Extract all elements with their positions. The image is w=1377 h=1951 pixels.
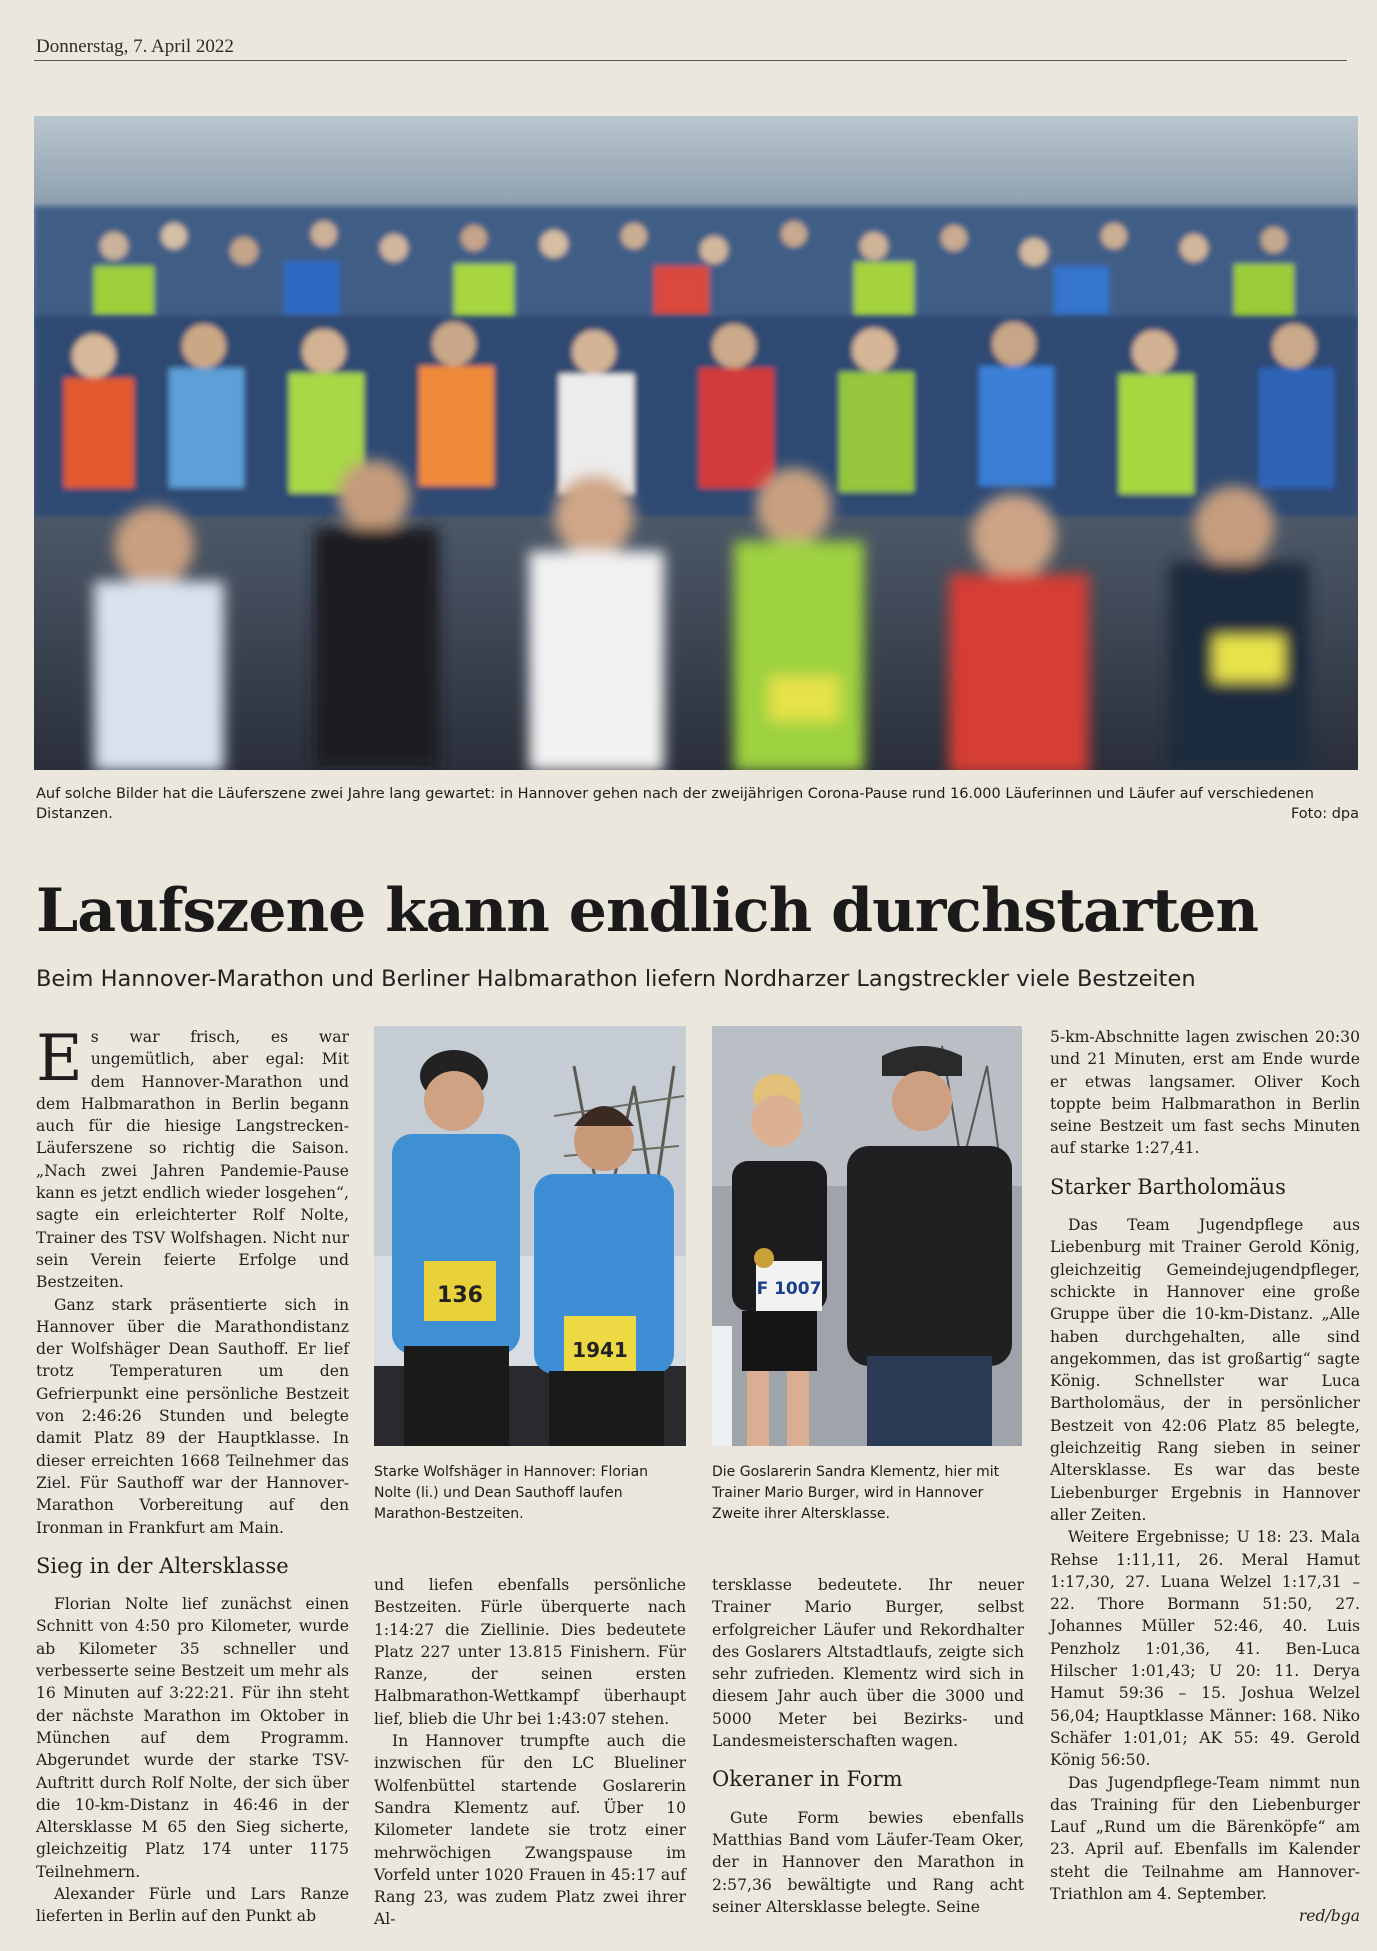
subheading-bartholomaeus: Starker Bartholomäus [1050,1174,1286,1199]
klementz-trainer-photo [712,1026,1022,1446]
photo3-caption: Die Goslarerin Sandra Klementz, hier mit Trainer Mario Burger, wird in Hannover Zweite ihrer Altersklasse. [712,1464,1000,1522]
col1-paragraph-2: Ganz stark präsentierte sich in Hannover über die Marathondistanz der Wolfshäger Dean Sauthoff. Er lief trotz Temperaturen um den Gefrierpunkt eine persönliche Bestzeit von 2:46:26 Stunden und belegte damit Platz 89 der Hauptklasse. In dieser erreichten 1668 Teilnehmer das Ziel. Für Sauthoff war der Hannover-Marathon Vorbereitung auf den Ironman in Frankfurt am Main. [36,1295,349,1537]
marathon-crowd-photo [34,116,1358,770]
col1-paragraph-1: s war frisch, es war ungemütlich, aber egal: Mit dem Hannover-Marathon und dem Halbmarathon in Berlin begann auch für die hiesige Langstrecken-Läuferszene so richtig die Saison. „Nach zwei Jahren Pandemie-Pause kann es jetzt endlich wieder losgehen“, sagte ein erleichterter Rolf Nolte, Trainer des TSV Wolfshagen. Nicht nur sein Verein feierte Erfolge und Bestzeiten. [36,1028,349,1292]
col4-paragraph-3: Weitere Ergebnisse; U 18: 23. Mala Rehse 1:11,11, 26. Meral Hamut 1:17,30, 27. Luana Welzel 1:17,31 – 22. Thore Bormann 51:50, 27. Johannes Müller 52:46, 40. Luis Penzholz 1:01,36, 41. Ben-Luca Hilscher 1:01,43; U 20: 11. Derya Hamut 59:36 – 15. Joshua Welzel 56,04; Hauptklasse Männer: 168. Niko Schäfer 1:01,01; AK 55: 49. Gerold König 56:50. [1050,1528,1360,1770]
col3-paragraph-2: Gute Form bewies ebenfalls Matthias Band vom Läufer-Team Oker, der in Hannover den Marathon in 2:57,36 bewältigte und Rang acht seiner Altersklasse belegte. Seine [712,1808,1024,1916]
article-column-1 [36,1022,349,1928]
bib-1941: 1941 [572,1338,628,1362]
col3-paragraph-1: tersklasse bedeutete. Ihr neuer Trainer Mario Burger, selbst erfolgreicher Läufer und Rekordhalter des Goslarers Altstadtlaufs, zeigte sich sehr zufrieden. Klementz wird sich in diesem Jahr auch über die 3000 und 5000 Meter bei Bezirks- und Landesmeisterschaften wagen. [712,1576,1024,1751]
photo2-caption: Starke Wolfshäger in Hannover: Florian Nolte (li.) und Dean Sauthoff laufen Marathon-Bestzeiten. [374,1464,649,1522]
col4-paragraph-2: Das Team Jugendpflege aus Liebenburg mit Trainer Gerold König, gleichzeitig Gemeindejugendpfleger, schickte in Hannover eine große Gruppe über die 10-km-Distanz. „Alle haben durchgehalten, alle sind angekommen, das ist großartig“ sagte König. Schnellster war Luca Bartholomäus, der in persönlicher Bestzeit von 42:06 Platz 85 belegte, gleichzeitig Rang sieben in seiner Altersklasse. Es war das beste Liebenburger Ergebnis in Hannover aller Zeiten. [1050,1216,1360,1524]
col4-paragraph-1: 5-km-Abschnitte lagen zwischen 20:30 und 21 Minuten, erst am Ende wurde er etwas langsamer. Oliver Koch toppte beim Halbmarathon in Berlin seine Bestzeit um fast sechs Minuten auf starke 1:27,41. [1050,1028,1360,1158]
col2-paragraph-2: In Hannover trumpfte auch die inzwischen für den LC Blueliner Wolfenbüttel startende Goslarerin Sandra Klementz auf. Über 10 Kilometer landete sie trotz einer mehrwöchigen Zwangspause im Vorfeld unter 1020 Frauen in 45:17 auf Rang 23, was zudem Platz zwei ihrer Al- [374,1732,686,1929]
author-signature: red/bga [1298,1907,1360,1926]
bib-f1007: F 1007 [756,1279,822,1299]
article-column-4 [1050,1026,1360,1928]
header-rule [34,60,1347,61]
main-photo-credit: Foto: dpa [1290,806,1359,822]
article-column-3 [712,1574,1024,1918]
col1-paragraph-4: Alexander Fürle und Lars Ranze lieferten in Berlin auf den Punkt ab [36,1884,349,1926]
col1-paragraph-3: Florian Nolte lief zunächst einen Schnitt von 4:50 pro Kilometer, wurde ab Kilometer 35 schneller und verbesserte seine Bestzeit um mehr als 16 Minuten auf 3:22:21. Für ihn steht der nächste Marathon im Oktober in München auf dem Programm. Abgerundet wurde der starke TSV-Auftritt durch Rolf Nolte, der sich über die 10-km-Distanz in 46:46 in der Altersklasse M 65 den Sieg sicherte, gleichzeitig Platz 174 unter 1175 Teilnehmern. [36,1595,349,1881]
headline: Laufszene kann endlich durchstarten [36,876,1259,946]
col2-paragraph-1: und liefen ebenfalls persönliche Bestzeiten. Fürle überquerte nach 1:14:27 die Ziellinie. Dies bedeutete Platz 227 unter 13.815 Finishern. Für Ranze, der seinen ersten Halbmarathon-Wettkampf überhaupt lief, blieb die Uhr bei 1:43:07 stehen. [374,1576,686,1728]
col4-paragraph-4: Das Jugendpflege-Team nimmt nun das Training für den Liebenburger Lauf „Rund um die Bärenköpfe“ am 23. April auf. Ebenfalls im Kalender steht die Teilnahme am Hannover-Triathlon am 4. September. [1050,1773,1360,1903]
subheadline: Beim Hannover-Marathon und Berliner Halbmarathon liefern Nordharzer Langstreckler viele Bestzeiten [36,966,1196,992]
subheading-okeraner: Okeraner in Form [712,1767,903,1792]
dropcap: E [36,1022,83,1096]
main-photo-caption: Auf solche Bilder hat die Läuferszene zwei Jahre lang gewartet: in Hannover gehen nach der zweijährigen Corona-Pause rund 16.000 Läuferinnen und Läufer auf verschiedenen Distanzen. [36,786,1314,822]
bib-136: 136 [437,1283,483,1308]
subheading-sieg: Sieg in der Altersklasse [36,1553,289,1578]
wolfshagen-runners-photo [374,1026,686,1446]
article-column-2 [374,1574,686,1931]
dateline: Donnerstag, 7. April 2022 [36,36,234,57]
